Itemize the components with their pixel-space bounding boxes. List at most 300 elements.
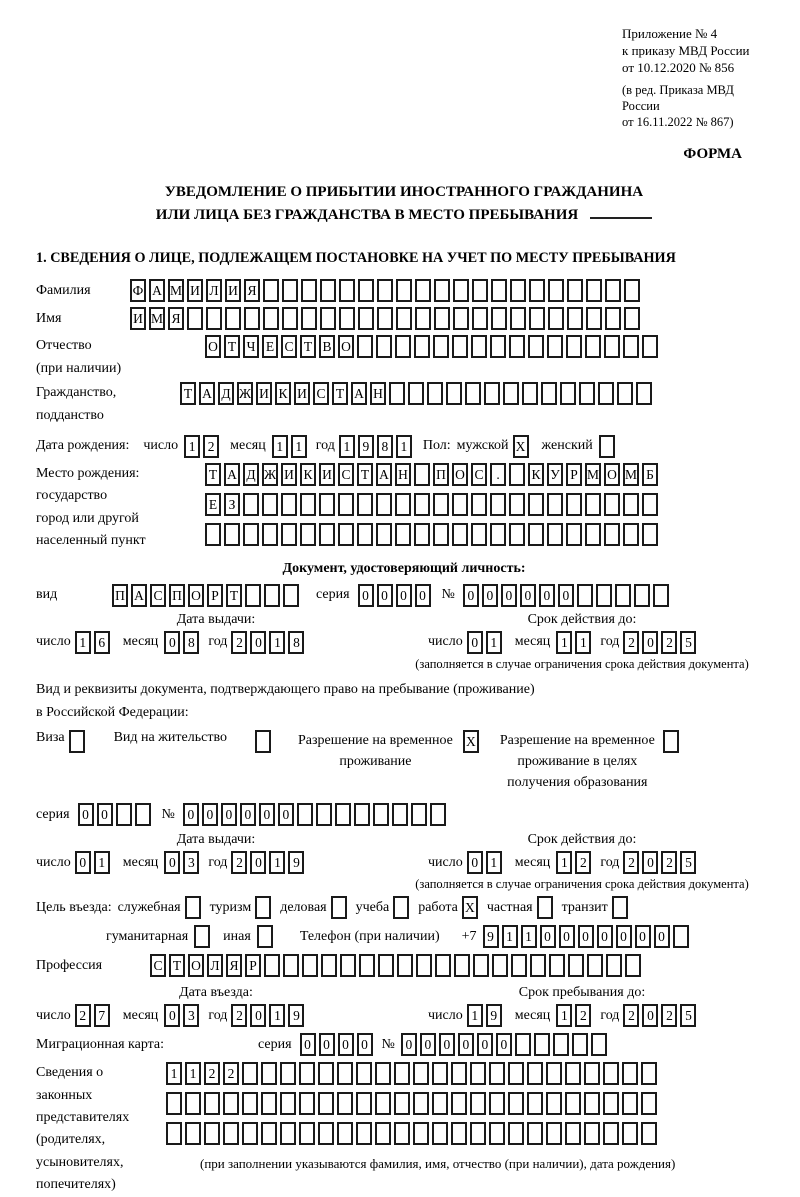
char-cell[interactable] [604, 523, 620, 546]
checkbox-purpose-transit[interactable] [612, 896, 628, 919]
char-cell[interactable] [337, 1122, 353, 1145]
char-cell[interactable] [281, 523, 297, 546]
char-cell[interactable] [548, 279, 564, 302]
char-cell[interactable]: 3 [183, 1004, 199, 1027]
char-cell[interactable] [470, 1092, 486, 1115]
char-cell[interactable] [301, 279, 317, 302]
char-cell[interactable]: Ч [243, 335, 259, 358]
char-cell[interactable] [223, 1122, 239, 1145]
char-cell[interactable] [472, 307, 488, 330]
char-cell[interactable]: 2 [231, 1004, 247, 1027]
char-cell[interactable] [603, 1062, 619, 1085]
char-cell[interactable] [411, 803, 427, 826]
char-cell[interactable]: И [294, 382, 310, 405]
char-cell[interactable]: З [224, 493, 240, 516]
char-cell[interactable] [337, 1092, 353, 1115]
char-cell[interactable]: 0 [97, 803, 113, 826]
char-cell[interactable] [204, 1092, 220, 1115]
char-cell[interactable]: 1 [556, 851, 572, 874]
char-cell[interactable]: 0 [300, 1033, 316, 1056]
char-cell[interactable]: М [168, 279, 184, 302]
char-cell[interactable]: 1 [575, 631, 591, 654]
char-cell[interactable] [549, 954, 565, 977]
char-cell[interactable] [584, 1092, 600, 1115]
char-cell[interactable] [339, 307, 355, 330]
char-cell[interactable] [489, 1122, 505, 1145]
char-cell[interactable]: 2 [661, 631, 677, 654]
char-cell[interactable] [357, 493, 373, 516]
char-cell[interactable]: 0 [540, 925, 556, 948]
char-cell[interactable]: С [338, 463, 354, 486]
char-cell[interactable] [280, 1062, 296, 1085]
char-cell[interactable] [566, 493, 582, 516]
char-cell[interactable] [282, 279, 298, 302]
char-cell[interactable]: О [188, 584, 204, 607]
char-cell[interactable] [166, 1092, 182, 1115]
char-cell[interactable]: 2 [575, 1004, 591, 1027]
char-cell[interactable] [453, 307, 469, 330]
char-cell[interactable]: 1 [75, 631, 91, 654]
char-cell[interactable]: 0 [642, 1004, 658, 1027]
char-cell[interactable] [490, 335, 506, 358]
char-cell[interactable] [624, 279, 640, 302]
char-cell[interactable] [135, 803, 151, 826]
char-cell[interactable] [185, 1122, 201, 1145]
char-cell[interactable] [642, 523, 658, 546]
char-cell[interactable]: И [319, 463, 335, 486]
char-cell[interactable]: 8 [288, 631, 304, 654]
char-cell[interactable]: И [130, 307, 146, 330]
char-cell[interactable]: 0 [278, 803, 294, 826]
char-cell[interactable] [470, 1122, 486, 1145]
char-cell[interactable]: 6 [94, 631, 110, 654]
char-cell[interactable]: 0 [240, 803, 256, 826]
char-cell[interactable]: А [224, 463, 240, 486]
char-cell[interactable] [598, 382, 614, 405]
char-cell[interactable] [318, 1062, 334, 1085]
char-cell[interactable] [567, 279, 583, 302]
char-cell[interactable] [354, 803, 370, 826]
char-cell[interactable]: 0 [75, 851, 91, 874]
char-cell[interactable] [243, 523, 259, 546]
char-cell[interactable] [587, 954, 603, 977]
char-cell[interactable] [299, 1122, 315, 1145]
char-cell[interactable]: А [199, 382, 215, 405]
char-cell[interactable] [262, 523, 278, 546]
char-cell[interactable] [318, 1092, 334, 1115]
char-cell[interactable] [335, 803, 351, 826]
char-cell[interactable] [337, 1062, 353, 1085]
char-cell[interactable] [392, 803, 408, 826]
char-cell[interactable]: 1 [467, 1004, 483, 1027]
char-cell[interactable]: Ф [130, 279, 146, 302]
char-cell[interactable]: 2 [75, 1004, 91, 1027]
char-cell[interactable] [451, 1092, 467, 1115]
char-cell[interactable]: В [319, 335, 335, 358]
char-cell[interactable] [416, 954, 432, 977]
char-cell[interactable]: 1 [556, 631, 572, 654]
char-cell[interactable]: 0 [415, 584, 431, 607]
char-cell[interactable] [321, 954, 337, 977]
checkbox-purpose-other[interactable] [257, 925, 273, 948]
char-cell[interactable] [511, 954, 527, 977]
char-cell[interactable] [530, 954, 546, 977]
char-cell[interactable] [319, 493, 335, 516]
char-cell[interactable] [397, 954, 413, 977]
char-cell[interactable] [413, 1092, 429, 1115]
char-cell[interactable]: 0 [338, 1033, 354, 1056]
char-cell[interactable] [434, 279, 450, 302]
char-cell[interactable]: С [313, 382, 329, 405]
char-cell[interactable] [413, 1122, 429, 1145]
char-cell[interactable] [509, 463, 525, 486]
char-cell[interactable]: 0 [616, 925, 632, 948]
char-cell[interactable] [546, 1122, 562, 1145]
char-cell[interactable]: . [490, 463, 506, 486]
char-cell[interactable]: 8 [377, 435, 393, 458]
char-cell[interactable] [283, 584, 299, 607]
char-cell[interactable] [528, 523, 544, 546]
char-cell[interactable] [489, 1062, 505, 1085]
char-cell[interactable]: 5 [680, 1004, 696, 1027]
char-cell[interactable] [358, 307, 374, 330]
char-cell[interactable]: 1 [269, 631, 285, 654]
char-cell[interactable] [433, 335, 449, 358]
char-cell[interactable]: Е [205, 493, 221, 516]
char-cell[interactable] [473, 954, 489, 977]
char-cell[interactable] [116, 803, 132, 826]
char-cell[interactable] [625, 954, 641, 977]
char-cell[interactable]: 1 [184, 435, 200, 458]
char-cell[interactable]: 2 [575, 851, 591, 874]
checkbox-purpose-business[interactable] [331, 896, 347, 919]
char-cell[interactable] [591, 1033, 607, 1056]
char-cell[interactable]: К [300, 463, 316, 486]
char-cell[interactable] [340, 954, 356, 977]
char-cell[interactable] [320, 279, 336, 302]
char-cell[interactable] [622, 1062, 638, 1085]
char-cell[interactable]: Т [300, 335, 316, 358]
char-cell[interactable] [547, 335, 563, 358]
char-cell[interactable]: Р [207, 584, 223, 607]
char-cell[interactable] [565, 1062, 581, 1085]
checkbox-visa[interactable] [69, 730, 85, 753]
char-cell[interactable] [452, 523, 468, 546]
char-cell[interactable] [585, 493, 601, 516]
char-cell[interactable] [548, 307, 564, 330]
char-cell[interactable]: А [131, 584, 147, 607]
char-cell[interactable] [568, 954, 584, 977]
char-cell[interactable] [242, 1062, 258, 1085]
char-cell[interactable] [508, 1062, 524, 1085]
char-cell[interactable]: 2 [623, 1004, 639, 1027]
char-cell[interactable] [636, 382, 652, 405]
char-cell[interactable] [452, 335, 468, 358]
char-cell[interactable] [378, 954, 394, 977]
char-cell[interactable]: 9 [288, 1004, 304, 1027]
char-cell[interactable]: 0 [420, 1033, 436, 1056]
char-cell[interactable] [261, 1122, 277, 1145]
char-cell[interactable] [223, 1092, 239, 1115]
char-cell[interactable] [642, 493, 658, 516]
char-cell[interactable]: 0 [467, 631, 483, 654]
char-cell[interactable] [357, 335, 373, 358]
char-cell[interactable]: 2 [231, 631, 247, 654]
char-cell[interactable]: 9 [486, 1004, 502, 1027]
char-cell[interactable] [547, 493, 563, 516]
char-cell[interactable]: А [376, 463, 392, 486]
char-cell[interactable]: 5 [680, 851, 696, 874]
char-cell[interactable]: 3 [183, 851, 199, 874]
char-cell[interactable]: 2 [623, 851, 639, 874]
char-cell[interactable]: 2 [661, 851, 677, 874]
char-cell[interactable] [377, 307, 393, 330]
char-cell[interactable]: 2 [661, 1004, 677, 1027]
char-cell[interactable] [434, 307, 450, 330]
char-cell[interactable] [528, 335, 544, 358]
char-cell[interactable] [375, 1092, 391, 1115]
char-cell[interactable] [465, 382, 481, 405]
char-cell[interactable] [357, 523, 373, 546]
char-cell[interactable] [603, 1122, 619, 1145]
char-cell[interactable] [376, 493, 392, 516]
char-cell[interactable]: Б [642, 463, 658, 486]
char-cell[interactable]: Е [262, 335, 278, 358]
char-cell[interactable]: 0 [164, 631, 180, 654]
char-cell[interactable]: 0 [401, 1033, 417, 1056]
char-cell[interactable]: 0 [559, 925, 575, 948]
checkbox-purpose-work[interactable]: X [462, 896, 478, 919]
char-cell[interactable] [553, 1033, 569, 1056]
char-cell[interactable]: 1 [486, 631, 502, 654]
char-cell[interactable]: 0 [558, 584, 574, 607]
char-cell[interactable] [622, 1122, 638, 1145]
char-cell[interactable] [297, 803, 313, 826]
char-cell[interactable]: 0 [78, 803, 94, 826]
char-cell[interactable]: 0 [259, 803, 275, 826]
char-cell[interactable] [204, 1122, 220, 1145]
char-cell[interactable]: 0 [539, 584, 555, 607]
char-cell[interactable] [359, 954, 375, 977]
char-cell[interactable] [414, 523, 430, 546]
char-cell[interactable] [432, 1122, 448, 1145]
char-cell[interactable]: 0 [642, 631, 658, 654]
char-cell[interactable] [490, 493, 506, 516]
char-cell[interactable] [408, 382, 424, 405]
char-cell[interactable] [187, 307, 203, 330]
char-cell[interactable]: 0 [654, 925, 670, 948]
char-cell[interactable]: 1 [269, 1004, 285, 1027]
char-cell[interactable]: И [256, 382, 272, 405]
char-cell[interactable] [471, 335, 487, 358]
char-cell[interactable]: 0 [250, 631, 266, 654]
char-cell[interactable]: О [205, 335, 221, 358]
char-cell[interactable]: 0 [250, 1004, 266, 1027]
char-cell[interactable] [605, 279, 621, 302]
char-cell[interactable]: А [351, 382, 367, 405]
char-cell[interactable] [415, 279, 431, 302]
char-cell[interactable]: 0 [164, 851, 180, 874]
char-cell[interactable]: П [112, 584, 128, 607]
char-cell[interactable] [484, 382, 500, 405]
char-cell[interactable]: 0 [520, 584, 536, 607]
char-cell[interactable]: 2 [231, 851, 247, 874]
checkbox-temp-residence[interactable]: X [463, 730, 479, 753]
char-cell[interactable] [584, 1122, 600, 1145]
char-cell[interactable] [413, 1062, 429, 1085]
checkbox-residence-permit[interactable] [255, 730, 271, 753]
char-cell[interactable]: Т [226, 584, 242, 607]
char-cell[interactable]: Ж [237, 382, 253, 405]
char-cell[interactable]: 0 [597, 925, 613, 948]
char-cell[interactable]: Я [226, 954, 242, 977]
char-cell[interactable]: Н [370, 382, 386, 405]
char-cell[interactable]: С [150, 584, 166, 607]
char-cell[interactable]: П [169, 584, 185, 607]
char-cell[interactable] [586, 279, 602, 302]
char-cell[interactable] [641, 1062, 657, 1085]
char-cell[interactable] [565, 1092, 581, 1115]
char-cell[interactable] [451, 1122, 467, 1145]
char-cell[interactable]: О [452, 463, 468, 486]
char-cell[interactable]: О [604, 463, 620, 486]
char-cell[interactable] [433, 493, 449, 516]
char-cell[interactable]: Л [206, 279, 222, 302]
char-cell[interactable] [280, 1092, 296, 1115]
char-cell[interactable] [634, 584, 650, 607]
char-cell[interactable]: К [275, 382, 291, 405]
char-cell[interactable] [375, 1062, 391, 1085]
char-cell[interactable]: У [547, 463, 563, 486]
char-cell[interactable] [396, 307, 412, 330]
char-cell[interactable] [491, 279, 507, 302]
char-cell[interactable] [509, 335, 525, 358]
char-cell[interactable] [622, 1092, 638, 1115]
char-cell[interactable] [503, 382, 519, 405]
char-cell[interactable]: 9 [288, 851, 304, 874]
char-cell[interactable]: 0 [458, 1033, 474, 1056]
char-cell[interactable] [245, 584, 261, 607]
char-cell[interactable]: 0 [642, 851, 658, 874]
char-cell[interactable] [624, 307, 640, 330]
char-cell[interactable]: 0 [357, 1033, 373, 1056]
checkbox-male[interactable]: X [513, 435, 529, 458]
char-cell[interactable] [453, 279, 469, 302]
char-cell[interactable] [433, 523, 449, 546]
char-cell[interactable]: П [433, 463, 449, 486]
char-cell[interactable] [414, 335, 430, 358]
char-cell[interactable]: 0 [439, 1033, 455, 1056]
char-cell[interactable]: Н [395, 463, 411, 486]
char-cell[interactable]: 0 [221, 803, 237, 826]
char-cell[interactable] [572, 1033, 588, 1056]
char-cell[interactable] [451, 1062, 467, 1085]
char-cell[interactable] [515, 1033, 531, 1056]
char-cell[interactable]: 1 [486, 851, 502, 874]
char-cell[interactable] [584, 1062, 600, 1085]
char-cell[interactable] [577, 584, 593, 607]
char-cell[interactable] [566, 335, 582, 358]
char-cell[interactable] [205, 523, 221, 546]
char-cell[interactable] [641, 1122, 657, 1145]
char-cell[interactable] [394, 1092, 410, 1115]
checkbox-temp-residence-education[interactable] [663, 730, 679, 753]
char-cell[interactable]: 0 [183, 803, 199, 826]
char-cell[interactable] [375, 1122, 391, 1145]
char-cell[interactable]: 0 [396, 584, 412, 607]
char-cell[interactable]: 1 [94, 851, 110, 874]
char-cell[interactable] [432, 1092, 448, 1115]
char-cell[interactable] [262, 493, 278, 516]
char-cell[interactable] [471, 523, 487, 546]
char-cell[interactable]: 0 [377, 584, 393, 607]
char-cell[interactable] [642, 335, 658, 358]
char-cell[interactable]: С [471, 463, 487, 486]
char-cell[interactable] [319, 523, 335, 546]
char-cell[interactable]: О [338, 335, 354, 358]
char-cell[interactable]: Я [168, 307, 184, 330]
checkbox-purpose-study[interactable] [393, 896, 409, 919]
char-cell[interactable] [527, 1062, 543, 1085]
char-cell[interactable] [414, 493, 430, 516]
char-cell[interactable]: 1 [502, 925, 518, 948]
char-cell[interactable]: 1 [556, 1004, 572, 1027]
char-cell[interactable] [318, 1122, 334, 1145]
char-cell[interactable] [585, 523, 601, 546]
char-cell[interactable] [529, 307, 545, 330]
char-cell[interactable] [299, 1062, 315, 1085]
char-cell[interactable]: 7 [94, 1004, 110, 1027]
char-cell[interactable]: Т [332, 382, 348, 405]
char-cell[interactable] [394, 1062, 410, 1085]
char-cell[interactable] [617, 382, 633, 405]
char-cell[interactable] [452, 493, 468, 516]
char-cell[interactable] [185, 1092, 201, 1115]
char-cell[interactable] [377, 279, 393, 302]
char-cell[interactable]: Ж [262, 463, 278, 486]
char-cell[interactable] [585, 335, 601, 358]
char-cell[interactable] [338, 493, 354, 516]
char-cell[interactable] [356, 1062, 372, 1085]
char-cell[interactable] [604, 335, 620, 358]
char-cell[interactable] [547, 523, 563, 546]
char-cell[interactable] [427, 382, 443, 405]
char-cell[interactable]: Т [180, 382, 196, 405]
char-cell[interactable] [283, 954, 299, 977]
char-cell[interactable]: К [528, 463, 544, 486]
char-cell[interactable]: 0 [482, 584, 498, 607]
char-cell[interactable] [673, 925, 689, 948]
char-cell[interactable] [508, 1122, 524, 1145]
char-cell[interactable] [508, 1092, 524, 1115]
checkbox-purpose-private[interactable] [537, 896, 553, 919]
char-cell[interactable] [510, 279, 526, 302]
char-cell[interactable] [432, 1062, 448, 1085]
char-cell[interactable]: А [149, 279, 165, 302]
char-cell[interactable] [492, 954, 508, 977]
char-cell[interactable]: Д [243, 463, 259, 486]
char-cell[interactable]: 1 [291, 435, 307, 458]
char-cell[interactable]: 2 [623, 631, 639, 654]
char-cell[interactable] [263, 279, 279, 302]
char-cell[interactable] [281, 493, 297, 516]
char-cell[interactable] [567, 307, 583, 330]
char-cell[interactable]: 0 [477, 1033, 493, 1056]
char-cell[interactable]: 0 [319, 1033, 335, 1056]
char-cell[interactable] [394, 1122, 410, 1145]
char-cell[interactable]: 0 [467, 851, 483, 874]
char-cell[interactable]: 8 [183, 631, 199, 654]
